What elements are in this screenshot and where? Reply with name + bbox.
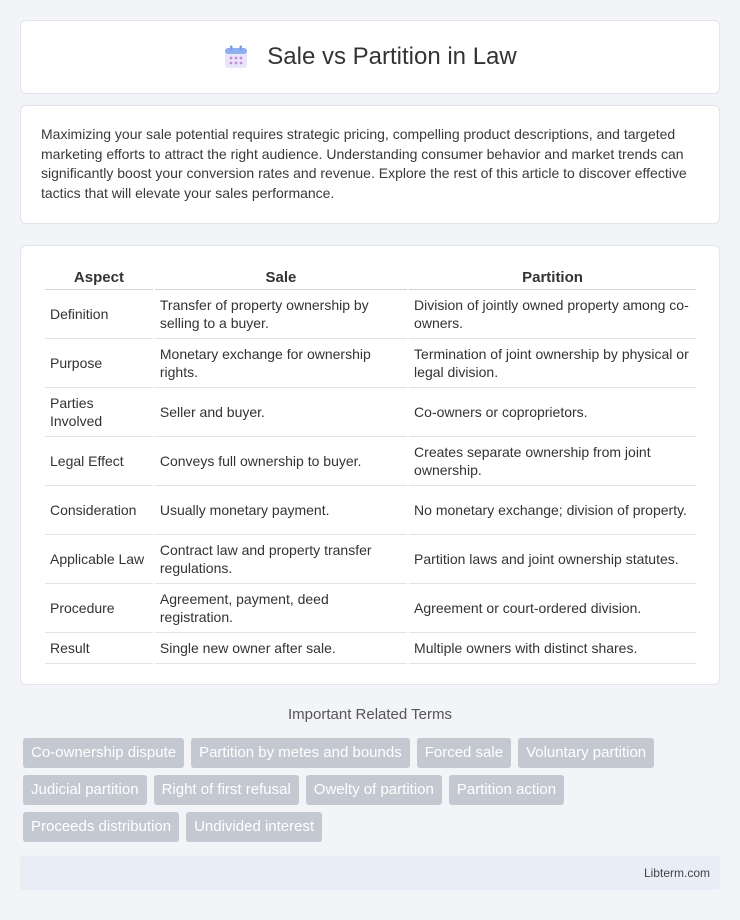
partition-cell: Multiple owners with distinct shares.: [409, 633, 696, 664]
intro-card: [20, 105, 720, 224]
partition-cell: Agreement or court-ordered division.: [409, 584, 696, 633]
related-term-tag[interactable]: Judicial partition: [23, 775, 147, 805]
table-row: [45, 584, 696, 633]
sale-cell: Usually monetary payment.: [155, 486, 407, 535]
aspect-cell: Consideration: [45, 486, 153, 535]
table-header-row: [45, 266, 696, 290]
page-title: Sale vs Partition in Law: [267, 43, 517, 70]
aspect-cell: Procedure: [45, 584, 153, 633]
comparison-card: [20, 245, 720, 685]
footer-site-link[interactable]: Libterm.com: [643, 866, 710, 880]
aspect-cell: Parties Involved: [45, 388, 153, 437]
related-term-tag[interactable]: Voluntary partition: [518, 738, 654, 768]
sale-cell: Agreement, payment, deed registration.: [155, 584, 407, 633]
sale-cell: Seller and buyer.: [155, 388, 407, 437]
column-header-sale: Sale: [155, 266, 407, 290]
aspect-cell: Result: [45, 633, 153, 664]
related-term-tag[interactable]: Undivided interest: [186, 812, 322, 842]
aspect-cell: Applicable Law: [45, 535, 153, 584]
sale-cell: Transfer of property ownership by selling to a buyer.: [155, 290, 407, 339]
table-row: [45, 388, 696, 437]
table-row: [45, 535, 696, 584]
related-term-tag[interactable]: Partition by metes and bounds: [191, 738, 410, 768]
aspect-cell: Legal Effect: [45, 437, 153, 486]
related-term-tag[interactable]: Proceeds distribution: [23, 812, 179, 842]
partition-cell: Co-owners or coproprietors.: [409, 388, 696, 437]
column-header-aspect: Aspect: [45, 266, 153, 290]
aspect-cell: Purpose: [45, 339, 153, 388]
header-card: [20, 20, 720, 94]
table-row: [45, 339, 696, 388]
related-term-tag[interactable]: Owelty of partition: [306, 775, 442, 805]
comparison-table: [43, 266, 698, 664]
related-terms-title: Important Related Terms: [288, 706, 452, 723]
related-term-tag[interactable]: Co-ownership dispute: [23, 738, 184, 768]
column-header-partition: Partition: [409, 266, 696, 290]
aspect-cell: Definition: [45, 290, 153, 339]
table-row: [45, 486, 696, 535]
sale-cell: Conveys full ownership to buyer.: [155, 437, 407, 486]
related-term-tag[interactable]: Partition action: [449, 775, 564, 805]
sale-cell: Monetary exchange for ownership rights.: [155, 339, 407, 388]
sale-cell: Contract law and property transfer regulations.: [155, 535, 407, 584]
partition-cell: Division of jointly owned property among co-owners.: [409, 290, 696, 339]
table-row: [45, 290, 696, 339]
related-term-tag[interactable]: Forced sale: [417, 738, 511, 768]
intro-text: Maximizing your sale potential requires strategic pricing, compelling product descriptions, and targeted marketing efforts to attract the right audience. Understanding consumer behavior and market trends can significantly boost your conversion rates and revenue. Explore the rest of this article to discover effective tactics that will elevate your sales performance.: [41, 126, 687, 201]
partition-cell: Termination of joint ownership by physical or legal division.: [409, 339, 696, 388]
calendar-icon: [223, 44, 249, 70]
partition-cell: Creates separate ownership from joint ownership.: [409, 437, 696, 486]
partition-cell: No monetary exchange; division of property.: [409, 486, 696, 535]
related-term-tag[interactable]: Right of first refusal: [154, 775, 299, 805]
table-row: [45, 437, 696, 486]
related-terms-list: [23, 738, 723, 842]
partition-cell: Partition laws and joint ownership statutes.: [409, 535, 696, 584]
sale-cell: Single new owner after sale.: [155, 633, 407, 664]
footer: [20, 856, 720, 890]
table-row: [45, 633, 696, 664]
